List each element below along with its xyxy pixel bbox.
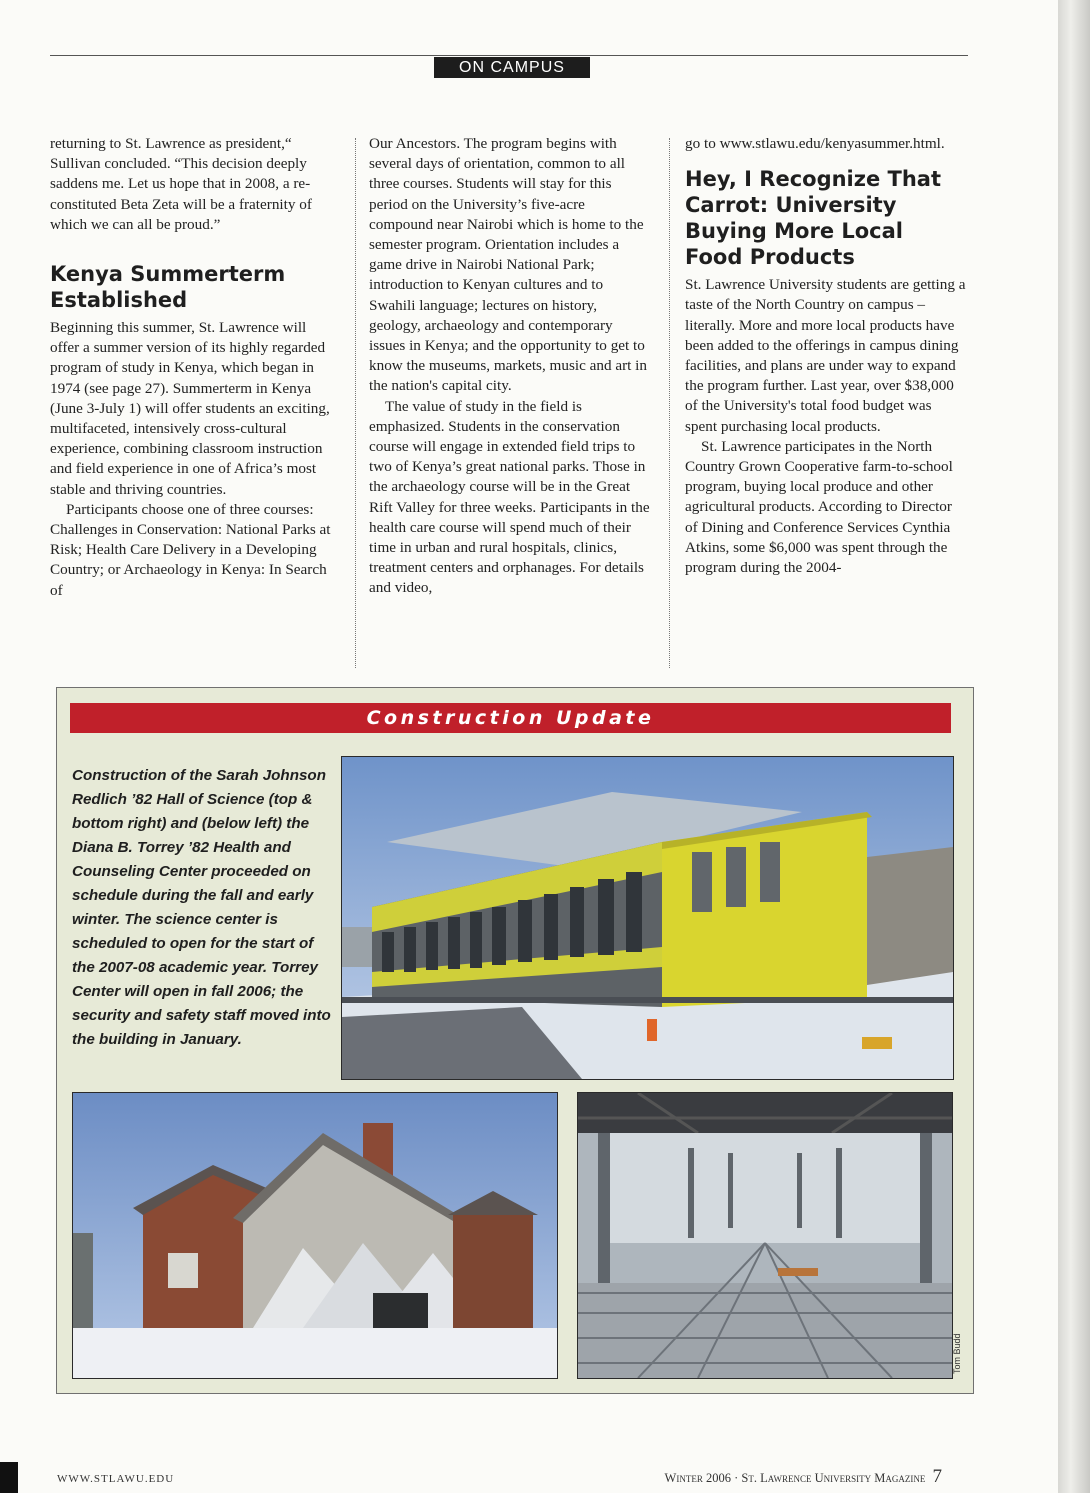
col1-paragraph-2: Beginning this summer, St. Lawrence will offer a summer version of its highly regarded program of study in Kenya, which began in 1974 (see page 27). Summerterm in Kenya (June 3-July 1) will offer students an exciting, multifaceted, intensively cross-cultural experience, combining classroom instruction and field experience in one of Africa’s most stable and thriving countries. [50, 319, 330, 498]
col1-paragraph-3: Participants choose one of three courses: Challenges in Conservation: National Parks at Risk; Health Care Delivery in a Developing Country; or Archaeology in Kenya: In Search of [50, 500, 331, 599]
kenya-headline: Kenya Summerterm Established [50, 262, 286, 313]
col2-paragraph-2: The value of study in the field is emphasized. Students in the conservation course will engage in extended field trips to two of Kenya’s great national parks. Those in the archaeology course will be in the Great Rift Valley for three weeks. Participants in the health care course will spend much of their time in urban and rural hospitals, clinics, treatment centers and orphanages. For details and video, [369, 397, 650, 597]
page-edge-shadow [1058, 0, 1090, 1493]
science-hall-exterior-photo [341, 756, 954, 1080]
column-divider-1 [355, 138, 356, 668]
footer-issue [665, 1466, 942, 1488]
footer-issue-text: Winter 2006 · St. Lawrence University Magazine [664, 1471, 926, 1485]
photo-credit: Tom Budd [952, 1333, 962, 1374]
col3-paragraph-1: go to www.stlawu.edu/kenyasummer.html. [685, 135, 945, 152]
science-hall-interior-photo [577, 1092, 953, 1379]
scan-edge-strip [0, 1462, 18, 1493]
page-number: 7 [932, 1466, 942, 1487]
top-rule [50, 55, 968, 56]
column-2 [369, 134, 652, 599]
column-3 [685, 134, 967, 578]
col1-paragraph-1: returning to St. Lawrence as president,“ Sullivan concluded. “This decision deeply saddens me. Let us hope that in 2008, a re-constituted Beta Zeta will be a fraternity of which we can all be proud.” [50, 135, 312, 233]
col3-paragraph-3: St. Lawrence participates in the North Country Grown Cooperative farm-to-school program, buying local produce and other agricultural products. According to Director of Dining and Conference Services Cynthia Atkins, some $6,000 was spent through the program during the 2004- [685, 437, 953, 577]
column-divider-2 [669, 138, 670, 668]
construction-update-banner: Construction Update [70, 703, 951, 733]
col2-paragraph-1: Our Ancestors. The program begins with several days of orientation, common to all three courses. Students will stay for this period on the University’s five-acre compound near Nairobi which is home to the semester program. Orientation includes a game drive in Nairobi National Park; introduction to Kenyan cultures and to Swahili language; lectures on history, geology, archaeology and contemporary issues in Kenya; and the opportunity to get to know the museums, markets, music and art in the nation's capital city. [369, 135, 647, 395]
carrot-headline: Hey, I Recognize That Carrot: University Buying More Local Food Products [685, 167, 942, 270]
col3-paragraph-2: St. Lawrence University students are getting a taste of the North Country on campus – literally. More and more local products have been added to the offerings in campus dining facilities, and plans are under way to expand the program further. Last year, over $38,000 of the University's total food budget was spent purchasing local products. [685, 276, 966, 435]
column-1 [50, 134, 338, 601]
footer-url[interactable]: WWW.STLAWU.EDU [57, 1473, 175, 1485]
section-label: ON CAMPUS [434, 57, 590, 78]
construction-caption: Construction of the Sarah Johnson Redlich ’82 Hall of Science (top & bottom right) and (below left) the Diana B. Torrey ’82 Health and Counseling Center proceeded on schedule during the fall and early winter. The science center is scheduled to open for the start of the 2007-08 academic year. Torrey Center will open in fall 2006; the security and safety staff moved into the building in January. [72, 767, 331, 1048]
torrey-center-photo [72, 1092, 558, 1379]
